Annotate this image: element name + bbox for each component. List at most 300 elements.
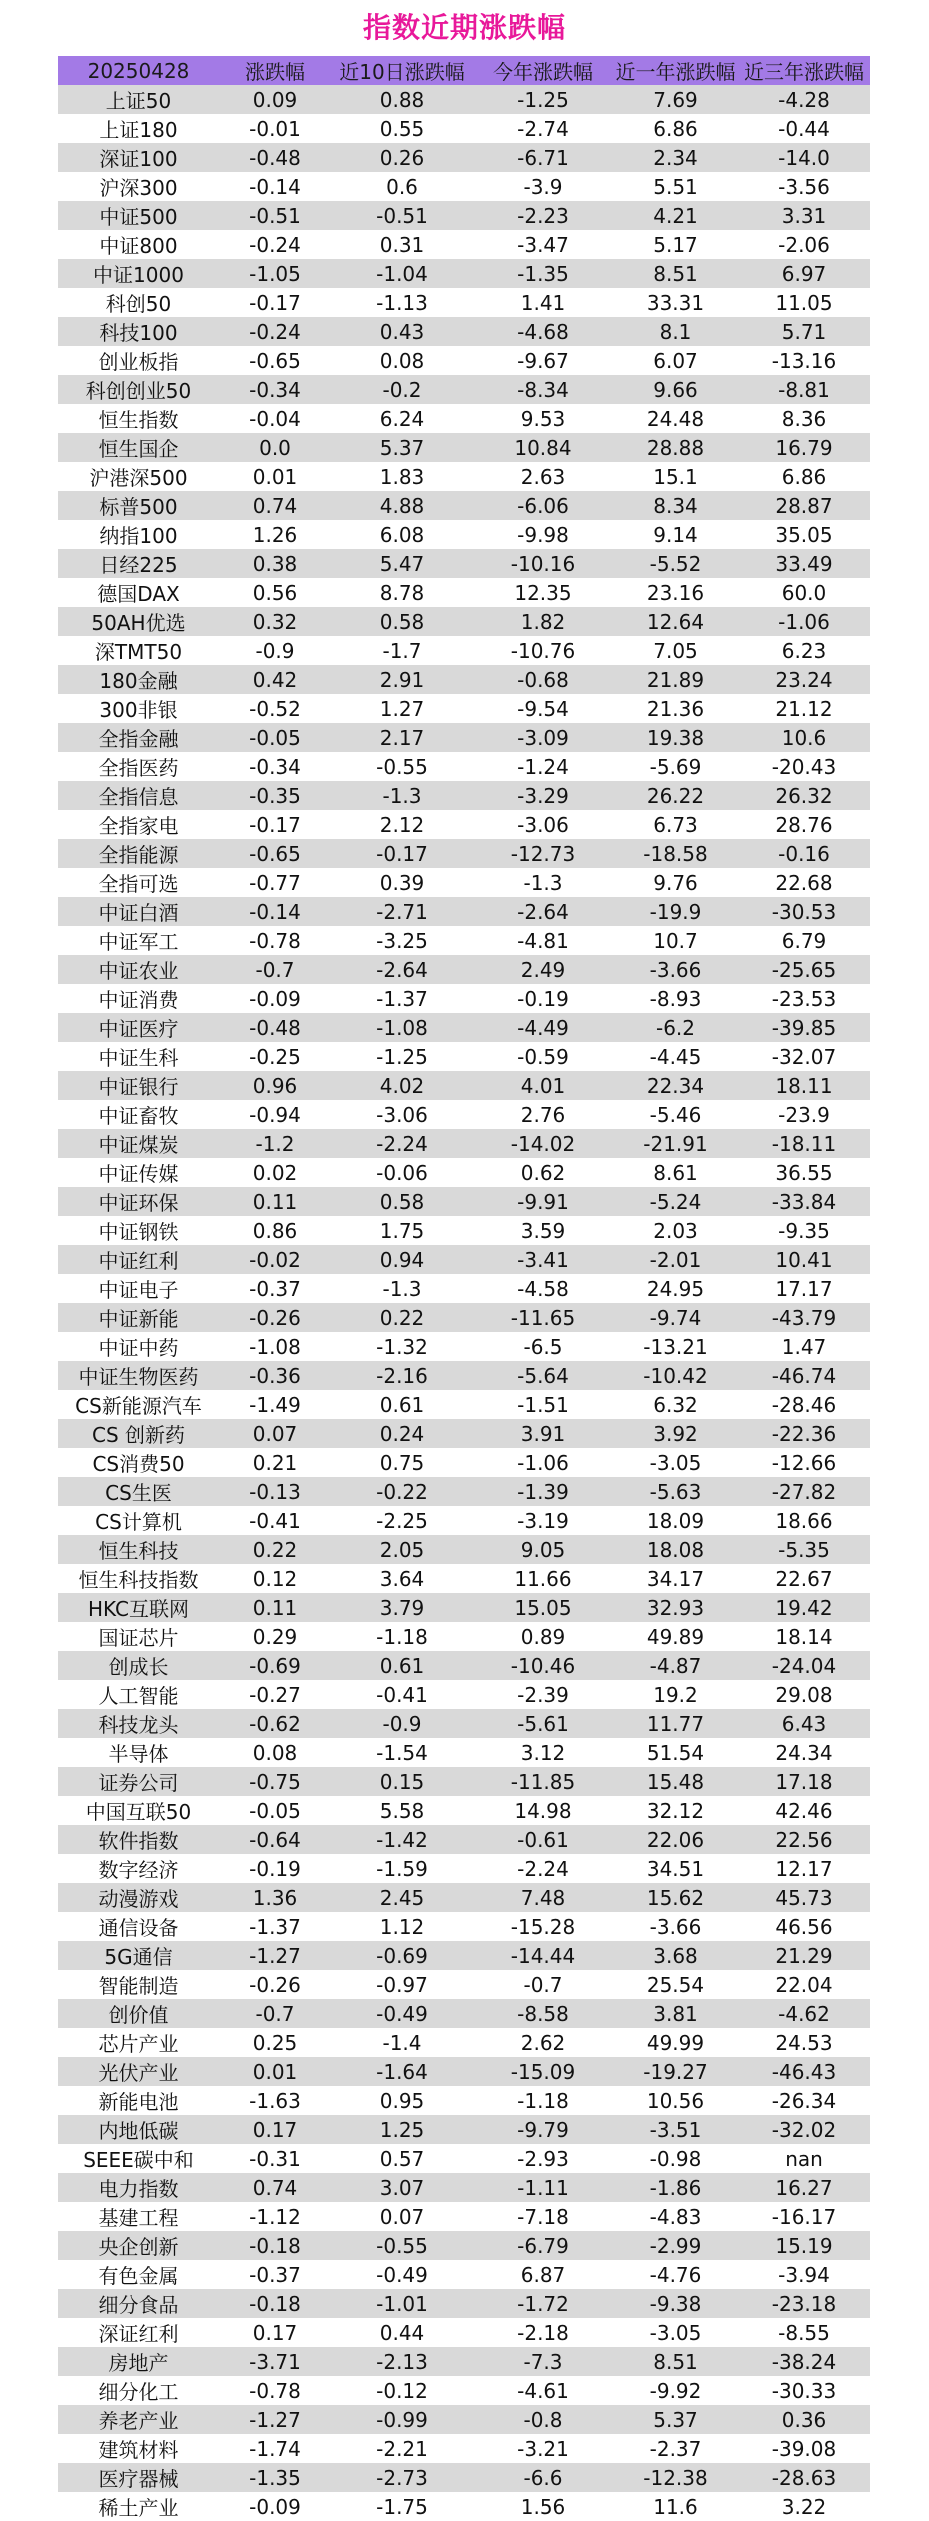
three-year-change-cell: -38.24	[738, 2347, 870, 2376]
daily-change-cell: -0.77	[219, 868, 331, 897]
three-year-change-cell: 35.05	[738, 520, 870, 549]
table-row	[58, 317, 870, 346]
one-year-change-cell: -6.2	[613, 1013, 738, 1042]
one-year-change-cell: 9.76	[613, 868, 738, 897]
ytd-change-cell: -8.58	[473, 1999, 613, 2028]
table-row	[58, 839, 870, 868]
index-name-cell: 沪深300	[58, 172, 219, 201]
one-year-change-cell: -3.66	[613, 1912, 738, 1941]
three-year-change-cell: -3.94	[738, 2260, 870, 2289]
daily-change-cell: -0.51	[219, 201, 331, 230]
daily-change-cell: -1.74	[219, 2434, 331, 2463]
ytd-change-cell: -9.54	[473, 694, 613, 723]
ten-day-change-cell: -2.73	[331, 2463, 473, 2492]
daily-change-cell: -0.24	[219, 230, 331, 259]
table-row	[58, 288, 870, 317]
index-name-cell: 通信设备	[58, 1912, 219, 1941]
daily-change-cell: -0.14	[219, 897, 331, 926]
ten-day-change-cell: 2.12	[331, 810, 473, 839]
ten-day-change-cell: -1.42	[331, 1825, 473, 1854]
index-name-cell: 全指可选	[58, 868, 219, 897]
table-row	[58, 578, 870, 607]
ten-day-change-cell: 0.94	[331, 1245, 473, 1274]
daily-change-cell: 1.26	[219, 520, 331, 549]
three-year-change-cell: -43.79	[738, 1303, 870, 1332]
ten-day-change-cell: 0.24	[331, 1419, 473, 1448]
three-year-change-cell: 16.27	[738, 2173, 870, 2202]
ytd-change-cell: 4.01	[473, 1071, 613, 1100]
one-year-change-cell: -4.87	[613, 1651, 738, 1680]
table-row	[58, 694, 870, 723]
ten-day-change-cell: -1.64	[331, 2057, 473, 2086]
daily-change-cell: -0.18	[219, 2231, 331, 2260]
one-year-change-cell: -9.38	[613, 2289, 738, 2318]
ytd-change-cell: -2.93	[473, 2144, 613, 2173]
three-year-change-cell: 22.68	[738, 868, 870, 897]
index-name-cell: 智能制造	[58, 1970, 219, 1999]
table-row	[58, 1854, 870, 1883]
one-year-change-cell: 18.09	[613, 1506, 738, 1535]
ten-day-change-cell: 0.75	[331, 1448, 473, 1477]
daily-change-cell: -0.94	[219, 1100, 331, 1129]
ytd-change-cell: -2.24	[473, 1854, 613, 1883]
ytd-change-cell: -1.72	[473, 2289, 613, 2318]
ytd-change-cell: -14.44	[473, 1941, 613, 1970]
index-name-cell: 建筑材料	[58, 2434, 219, 2463]
header-10day-change: 近10日涨跌幅	[331, 56, 473, 85]
one-year-change-cell: -3.51	[613, 2115, 738, 2144]
ten-day-change-cell: 2.05	[331, 1535, 473, 1564]
table-row	[58, 1187, 870, 1216]
one-year-change-cell: -2.99	[613, 2231, 738, 2260]
ten-day-change-cell: -2.21	[331, 2434, 473, 2463]
daily-change-cell: -0.25	[219, 1042, 331, 1071]
one-year-change-cell: 2.34	[613, 143, 738, 172]
ten-day-change-cell: 1.27	[331, 694, 473, 723]
index-name-cell: 细分化工	[58, 2376, 219, 2405]
ytd-change-cell: -10.76	[473, 636, 613, 665]
daily-change-cell: 0.21	[219, 1448, 331, 1477]
header-3year-change: 近三年涨跌幅	[738, 56, 870, 85]
one-year-change-cell: 34.51	[613, 1854, 738, 1883]
table-row	[58, 1506, 870, 1535]
three-year-change-cell: -26.34	[738, 2086, 870, 2115]
index-name-cell: 软件指数	[58, 1825, 219, 1854]
ytd-change-cell: -3.41	[473, 1245, 613, 1274]
one-year-change-cell: -3.66	[613, 955, 738, 984]
daily-change-cell: 0.11	[219, 1593, 331, 1622]
ten-day-change-cell: 0.26	[331, 143, 473, 172]
index-name-cell: 央企创新	[58, 2231, 219, 2260]
daily-change-cell: -0.37	[219, 2260, 331, 2289]
table-row	[58, 1738, 870, 1767]
one-year-change-cell: -9.92	[613, 2376, 738, 2405]
index-name-cell: 5G通信	[58, 1941, 219, 1970]
table-row	[58, 2173, 870, 2202]
one-year-change-cell: 25.54	[613, 1970, 738, 1999]
three-year-change-cell: -39.08	[738, 2434, 870, 2463]
one-year-change-cell: 9.66	[613, 375, 738, 404]
index-name-cell: 恒生指数	[58, 404, 219, 433]
daily-change-cell: -1.27	[219, 1941, 331, 1970]
ytd-change-cell: -15.09	[473, 2057, 613, 2086]
daily-change-cell: -1.2	[219, 1129, 331, 1158]
ten-day-change-cell: -1.7	[331, 636, 473, 665]
one-year-change-cell: -13.21	[613, 1332, 738, 1361]
index-name-cell: 300非银	[58, 694, 219, 723]
table-row	[58, 2434, 870, 2463]
ten-day-change-cell: -0.9	[331, 1709, 473, 1738]
ten-day-change-cell: 6.24	[331, 404, 473, 433]
ten-day-change-cell: 3.07	[331, 2173, 473, 2202]
daily-change-cell: 0.07	[219, 1419, 331, 1448]
ten-day-change-cell: -2.71	[331, 897, 473, 926]
table-row	[58, 2318, 870, 2347]
daily-change-cell: -0.17	[219, 810, 331, 839]
three-year-change-cell: -27.82	[738, 1477, 870, 1506]
ten-day-change-cell: 2.45	[331, 1883, 473, 1912]
three-year-change-cell: -13.16	[738, 346, 870, 375]
daily-change-cell: -0.24	[219, 317, 331, 346]
table-row	[58, 1941, 870, 1970]
index-name-cell: 半导体	[58, 1738, 219, 1767]
ytd-change-cell: -6.6	[473, 2463, 613, 2492]
ytd-change-cell: 2.63	[473, 462, 613, 491]
daily-change-cell: 0.09	[219, 85, 331, 114]
ytd-change-cell: -1.24	[473, 752, 613, 781]
daily-change-cell: -0.69	[219, 1651, 331, 1680]
one-year-change-cell: 3.68	[613, 1941, 738, 1970]
three-year-change-cell: -23.18	[738, 2289, 870, 2318]
one-year-change-cell: -5.69	[613, 752, 738, 781]
ytd-change-cell: 3.59	[473, 1216, 613, 1245]
index-name-cell: 中证500	[58, 201, 219, 230]
index-name-cell: 中证农业	[58, 955, 219, 984]
ytd-change-cell: -2.39	[473, 1680, 613, 1709]
table-row	[58, 2347, 870, 2376]
daily-change-cell: -1.27	[219, 2405, 331, 2434]
ten-day-change-cell: -1.18	[331, 1622, 473, 1651]
ten-day-change-cell: 5.47	[331, 549, 473, 578]
ten-day-change-cell: 4.02	[331, 1071, 473, 1100]
index-name-cell: 国证芯片	[58, 1622, 219, 1651]
ten-day-change-cell: 0.61	[331, 1390, 473, 1419]
index-name-cell: 创成长	[58, 1651, 219, 1680]
ten-day-change-cell: -2.24	[331, 1129, 473, 1158]
ten-day-change-cell: -0.17	[331, 839, 473, 868]
table-row	[58, 1999, 870, 2028]
table-row	[58, 1216, 870, 1245]
ten-day-change-cell: -0.49	[331, 1999, 473, 2028]
index-name-cell: 中证环保	[58, 1187, 219, 1216]
ten-day-change-cell: -0.55	[331, 2231, 473, 2260]
index-name-cell: 中证电子	[58, 1274, 219, 1303]
index-name-cell: 科创50	[58, 288, 219, 317]
index-name-cell: 标普500	[58, 491, 219, 520]
ytd-change-cell: -6.5	[473, 1332, 613, 1361]
index-name-cell: 上证180	[58, 114, 219, 143]
one-year-change-cell: -4.76	[613, 2260, 738, 2289]
table-row	[58, 462, 870, 491]
three-year-change-cell: 17.17	[738, 1274, 870, 1303]
ten-day-change-cell: -1.25	[331, 1042, 473, 1071]
daily-change-cell: 0.17	[219, 2318, 331, 2347]
ytd-change-cell: 9.05	[473, 1535, 613, 1564]
ten-day-change-cell: -0.51	[331, 201, 473, 230]
daily-change-cell: -0.75	[219, 1767, 331, 1796]
ten-day-change-cell: -1.37	[331, 984, 473, 1013]
one-year-change-cell: 21.89	[613, 665, 738, 694]
one-year-change-cell: 23.16	[613, 578, 738, 607]
one-year-change-cell: 5.17	[613, 230, 738, 259]
daily-change-cell: 0.56	[219, 578, 331, 607]
ytd-change-cell: -15.28	[473, 1912, 613, 1941]
index-name-cell: 中证白酒	[58, 897, 219, 926]
table-row	[58, 1042, 870, 1071]
three-year-change-cell: -33.84	[738, 1187, 870, 1216]
index-name-cell: 中证军工	[58, 926, 219, 955]
one-year-change-cell: 3.81	[613, 1999, 738, 2028]
index-name-cell: 上证50	[58, 85, 219, 114]
three-year-change-cell: 15.19	[738, 2231, 870, 2260]
three-year-change-cell: -20.43	[738, 752, 870, 781]
index-name-cell: 人工智能	[58, 1680, 219, 1709]
one-year-change-cell: 32.12	[613, 1796, 738, 1825]
index-name-cell: 科创创业50	[58, 375, 219, 404]
ten-day-change-cell: 1.25	[331, 2115, 473, 2144]
ytd-change-cell: 2.49	[473, 955, 613, 984]
three-year-change-cell: -1.06	[738, 607, 870, 636]
ten-day-change-cell: -0.99	[331, 2405, 473, 2434]
ytd-change-cell: 15.05	[473, 1593, 613, 1622]
ten-day-change-cell: 0.44	[331, 2318, 473, 2347]
three-year-change-cell: 28.76	[738, 810, 870, 839]
daily-change-cell: -1.49	[219, 1390, 331, 1419]
one-year-change-cell: 12.64	[613, 607, 738, 636]
index-name-cell: 有色金属	[58, 2260, 219, 2289]
daily-change-cell: -1.12	[219, 2202, 331, 2231]
one-year-change-cell: 6.86	[613, 114, 738, 143]
table-row	[58, 955, 870, 984]
daily-change-cell: -0.04	[219, 404, 331, 433]
index-name-cell: 恒生科技指数	[58, 1564, 219, 1593]
ten-day-change-cell: 6.08	[331, 520, 473, 549]
one-year-change-cell: -4.83	[613, 2202, 738, 2231]
table-row	[58, 2057, 870, 2086]
three-year-change-cell: -18.11	[738, 1129, 870, 1158]
ten-day-change-cell: -0.69	[331, 1941, 473, 1970]
one-year-change-cell: 2.03	[613, 1216, 738, 1245]
ten-day-change-cell: -0.2	[331, 375, 473, 404]
one-year-change-cell: 6.07	[613, 346, 738, 375]
daily-change-cell: -0.27	[219, 1680, 331, 1709]
one-year-change-cell: 21.36	[613, 694, 738, 723]
ten-day-change-cell: -1.08	[331, 1013, 473, 1042]
ten-day-change-cell: -1.3	[331, 781, 473, 810]
ten-day-change-cell: 5.37	[331, 433, 473, 462]
three-year-change-cell: 29.08	[738, 1680, 870, 1709]
three-year-change-cell: -24.04	[738, 1651, 870, 1680]
table-row	[58, 1622, 870, 1651]
one-year-change-cell: 10.56	[613, 2086, 738, 2115]
index-name-cell: 全指能源	[58, 839, 219, 868]
one-year-change-cell: 51.54	[613, 1738, 738, 1767]
table-row	[58, 1825, 870, 1854]
index-name-cell: 深TMT50	[58, 636, 219, 665]
three-year-change-cell: -5.35	[738, 1535, 870, 1564]
index-name-cell: 恒生国企	[58, 433, 219, 462]
daily-change-cell: 0.86	[219, 1216, 331, 1245]
one-year-change-cell: 15.1	[613, 462, 738, 491]
index-name-cell: 中证消费	[58, 984, 219, 1013]
three-year-change-cell: 18.11	[738, 1071, 870, 1100]
table-body	[58, 85, 870, 2521]
header-daily-change: 涨跌幅	[219, 56, 331, 85]
index-name-cell: 中证银行	[58, 1071, 219, 1100]
index-name-cell: 电力指数	[58, 2173, 219, 2202]
index-name-cell: 证券公司	[58, 1767, 219, 1796]
table-row	[58, 2115, 870, 2144]
table-row	[58, 1767, 870, 1796]
table-row	[58, 1274, 870, 1303]
table-row	[58, 1448, 870, 1477]
three-year-change-cell: -8.81	[738, 375, 870, 404]
index-name-cell: 中证新能	[58, 1303, 219, 1332]
table-row	[58, 2028, 870, 2057]
one-year-change-cell: -5.52	[613, 549, 738, 578]
daily-change-cell: -1.05	[219, 259, 331, 288]
ten-day-change-cell: -1.75	[331, 2492, 473, 2521]
table-row	[58, 1709, 870, 1738]
ytd-change-cell: -3.21	[473, 2434, 613, 2463]
ytd-change-cell: -3.47	[473, 230, 613, 259]
ytd-change-cell: 6.87	[473, 2260, 613, 2289]
index-name-cell: 深证100	[58, 143, 219, 172]
three-year-change-cell: 19.42	[738, 1593, 870, 1622]
daily-change-cell: -3.71	[219, 2347, 331, 2376]
three-year-change-cell: 46.56	[738, 1912, 870, 1941]
ytd-change-cell: 11.66	[473, 1564, 613, 1593]
table-row	[58, 1129, 870, 1158]
index-name-cell: 深证红利	[58, 2318, 219, 2347]
ytd-change-cell: -7.18	[473, 2202, 613, 2231]
index-name-cell: CS计算机	[58, 1506, 219, 1535]
daily-change-cell: -0.01	[219, 114, 331, 143]
table-row	[58, 2086, 870, 2115]
three-year-change-cell: 26.32	[738, 781, 870, 810]
index-name-cell: 细分食品	[58, 2289, 219, 2318]
daily-change-cell: -0.09	[219, 984, 331, 1013]
table-row	[58, 1332, 870, 1361]
three-year-change-cell: 22.67	[738, 1564, 870, 1593]
three-year-change-cell: 12.17	[738, 1854, 870, 1883]
ytd-change-cell: -6.79	[473, 2231, 613, 2260]
index-name-cell: 中证生科	[58, 1042, 219, 1071]
table-row	[58, 897, 870, 926]
ytd-change-cell: 2.76	[473, 1100, 613, 1129]
table-row	[58, 85, 870, 114]
ten-day-change-cell: 5.58	[331, 1796, 473, 1825]
table-row	[58, 926, 870, 955]
ten-day-change-cell: -2.64	[331, 955, 473, 984]
ytd-change-cell: -4.68	[473, 317, 613, 346]
table-row	[58, 375, 870, 404]
one-year-change-cell: 5.37	[613, 2405, 738, 2434]
table-row	[58, 2202, 870, 2231]
three-year-change-cell: -0.44	[738, 114, 870, 143]
ten-day-change-cell: -1.54	[331, 1738, 473, 1767]
table-row	[58, 1419, 870, 1448]
three-year-change-cell: -30.33	[738, 2376, 870, 2405]
ytd-change-cell: 9.53	[473, 404, 613, 433]
ten-day-change-cell: 0.08	[331, 346, 473, 375]
index-name-cell: 中证医疗	[58, 1013, 219, 1042]
table-row	[58, 520, 870, 549]
ten-day-change-cell: 0.55	[331, 114, 473, 143]
daily-change-cell: -0.7	[219, 955, 331, 984]
three-year-change-cell: 23.24	[738, 665, 870, 694]
daily-change-cell: 1.36	[219, 1883, 331, 1912]
ytd-change-cell: -1.35	[473, 259, 613, 288]
ytd-change-cell: -1.18	[473, 2086, 613, 2115]
table-row	[58, 346, 870, 375]
three-year-change-cell: 60.0	[738, 578, 870, 607]
daily-change-cell: -0.26	[219, 1970, 331, 1999]
three-year-change-cell: -28.46	[738, 1390, 870, 1419]
ytd-change-cell: 14.98	[473, 1796, 613, 1825]
ten-day-change-cell: -2.25	[331, 1506, 473, 1535]
daily-change-cell: -0.02	[219, 1245, 331, 1274]
ten-day-change-cell: -1.4	[331, 2028, 473, 2057]
ytd-change-cell: 1.82	[473, 607, 613, 636]
ten-day-change-cell: 3.79	[331, 1593, 473, 1622]
table-row	[58, 1390, 870, 1419]
three-year-change-cell: 17.18	[738, 1767, 870, 1796]
index-name-cell: 中证1000	[58, 259, 219, 288]
daily-change-cell: 0.01	[219, 2057, 331, 2086]
ytd-change-cell: -1.39	[473, 1477, 613, 1506]
one-year-change-cell: 9.14	[613, 520, 738, 549]
ytd-change-cell: -4.58	[473, 1274, 613, 1303]
three-year-change-cell: 6.97	[738, 259, 870, 288]
ten-day-change-cell: 0.39	[331, 868, 473, 897]
one-year-change-cell: -4.45	[613, 1042, 738, 1071]
ten-day-change-cell: 0.22	[331, 1303, 473, 1332]
three-year-change-cell: 5.71	[738, 317, 870, 346]
ten-day-change-cell: 1.83	[331, 462, 473, 491]
index-performance-table	[58, 56, 870, 2521]
table-row	[58, 1245, 870, 1274]
index-name-cell: 创业板指	[58, 346, 219, 375]
one-year-change-cell: 7.05	[613, 636, 738, 665]
daily-change-cell: -0.31	[219, 2144, 331, 2173]
daily-change-cell: -0.05	[219, 1796, 331, 1825]
one-year-change-cell: 49.99	[613, 2028, 738, 2057]
one-year-change-cell: 11.6	[613, 2492, 738, 2521]
three-year-change-cell: -3.56	[738, 172, 870, 201]
one-year-change-cell: 19.38	[613, 723, 738, 752]
table-row	[58, 868, 870, 897]
three-year-change-cell: 18.66	[738, 1506, 870, 1535]
one-year-change-cell: 4.21	[613, 201, 738, 230]
ten-day-change-cell: -1.32	[331, 1332, 473, 1361]
three-year-change-cell: 24.53	[738, 2028, 870, 2057]
index-name-cell: 养老产业	[58, 2405, 219, 2434]
index-name-cell: 全指家电	[58, 810, 219, 839]
table-row	[58, 781, 870, 810]
daily-change-cell: 0.25	[219, 2028, 331, 2057]
daily-change-cell: -0.78	[219, 2376, 331, 2405]
